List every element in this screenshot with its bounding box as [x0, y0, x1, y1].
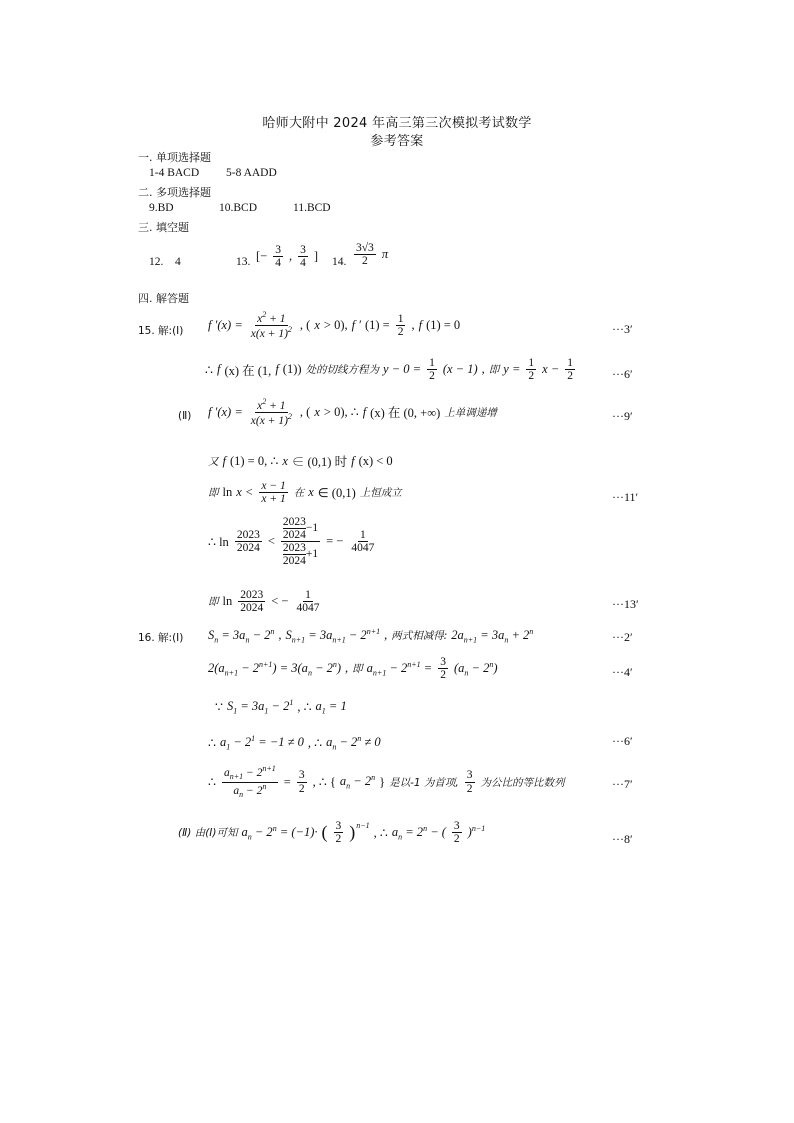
score-16-1: ···2′ [612, 630, 633, 644]
score-15-3: ···9′ [612, 409, 633, 423]
q16-sums: $S_n = 3a_n - 2^n$ , $S_{n+1} = 3a_{n+1} - 2^{n+1}$ , 两式相减得: $2a_{n+1} = 3a_n + 2^n$ [208, 627, 534, 645]
score-15-1: ···3′ [612, 322, 633, 336]
score-15-4: ···11′ [612, 490, 639, 504]
score-16-4: ···7′ [612, 777, 633, 791]
score-16-3: ···6′ [612, 734, 633, 748]
q15-ln-inequality: 即 ln x < $\frac{x - 1}{x + 1}$ 在 x ∈ (0,1) 上恒成立 [208, 480, 402, 506]
answer-14-label: 14. [332, 256, 347, 268]
q16-label: 16. 解:(Ⅰ) [138, 632, 184, 644]
q16-geometric: ∴ $\frac{a_{n+1} - 2^{n+1}}{a_n - 2^n}$ = $\frac{3}{2}$ , ∴ { $a_n - 2^n$ } 是以-1 为首项, $\frac{3}{2}$ 为公比的等比数列 [208, 764, 565, 799]
score-15-2: ···6′ [612, 367, 633, 381]
answer-1-4: 1-4 BACD [149, 167, 200, 179]
q15-in-label: 在 [293, 487, 305, 500]
section-solution-heading: 四. 解答题 [138, 292, 189, 305]
q16-ratio-text: 为公比的等比数列 [480, 776, 565, 789]
answer-13-label: 13. [236, 256, 251, 268]
q16-initial: ∵ $S_1 = 3a_1 - 2^1$ , ∴ $a_1 = 1$ [215, 698, 347, 716]
q15-tangent-text: 处的切线方程为 [305, 364, 380, 377]
answer-12-value: 4 [175, 256, 181, 268]
q15-conclusion: 即 ln $\frac{2023}{2024}$ < − $\frac{1}{4047}$ [208, 589, 320, 615]
answer-9: 9.BD [149, 202, 174, 214]
answer-5-8: 5-8 AADD [226, 167, 277, 179]
score-15-5: ···13′ [612, 597, 639, 611]
q15-part2-derivative: f ′(x) = $\frac{x^2 + 1}{x(x + 1)^2}$ , ( x > 0), ∴ f (x) 在 (0, +∞) 上单调递增 [208, 397, 497, 427]
q15-namely-3: 即 [208, 596, 219, 609]
answer-11: 11.BCD [293, 202, 331, 214]
page-title: 哈师大附中 2024 年高三第三次模拟考试数学 [262, 116, 532, 131]
page-subtitle: 参考答案 [370, 134, 424, 149]
q15-tangent-line: ∴ f (x) 在 (1, f (1)) 处的切线方程为 y − 0 = $\frac{1}{2}$ (x − 1) , 即 y = $\frac{1}{2}$ x − $\frac{1}{2}$ [205, 357, 573, 383]
q15-compound-fraction: ∴ ln $\frac{2023}{2024}$ < $\frac{2023}{2024}$ −1 $\frac{2023}{2024}$ +1 = − $\frac{1}{4047}$ [208, 516, 375, 568]
q15-part2-label: (Ⅱ) [178, 410, 192, 422]
q15-label: 15. 解:(Ⅰ) [138, 325, 184, 337]
section-single-choice-heading: 一. 单项选择题 [138, 151, 211, 164]
q15-namely-2: 即 [208, 487, 219, 500]
q16-recurrence: $2(a_{n+1} - 2^{n+1}) = 3(a_n - 2^n)$ , 即 $a_{n+1} - 2^{n+1}$ = $\frac{3}{2}$ $(a_n - 2^n)$ [208, 656, 498, 682]
section-fill-blank-heading: 三. 填空题 [138, 221, 189, 234]
q15-monotone: 上单调递增 [444, 406, 497, 419]
answer-13-interval: [− $\frac{3}{4}$ , $\frac{3}{4}$ ] [256, 244, 319, 270]
q16-subtract: 两式相减得: [391, 630, 448, 643]
section-multi-choice-heading: 二. 多项选择题 [138, 186, 211, 199]
q15-always: 上恒成立 [359, 487, 402, 500]
answer-14-value: $\frac{3√3}{2}$ π [356, 242, 389, 268]
q15-derivative: f ′(x) = $\frac{x^2 + 1}{x(x + 1)^2}$ , ( x > 0), f ′ (1) = $\frac{1}{2}$ , f (1) = 0 [208, 310, 461, 340]
q16-part2: (Ⅱ) 由(Ⅰ)可知 $a_n - 2^n = (-1)\cdot$ ( $\frac{3}{2}$ ) $^{n-1}$ , ∴ $a_n = 2^n$ − ( $\frac{3}{2}$ )$^{n-1}$ [178, 820, 486, 846]
q16-part2-label: (Ⅱ) 由(Ⅰ)可知 [178, 827, 238, 840]
answer-12-label: 12. [149, 256, 164, 268]
answer-10: 10.BCD [219, 202, 258, 214]
q16-nonzero: ∴ $a_1 - 2^1 = -1 \ne 0$ , ∴ $a_n - 2^n \ne 0$ [208, 734, 381, 752]
q16-seq-text: 是以-1 为首项, [389, 776, 459, 789]
q15-again: 又 f (1) = 0, ∴ x ∈ (0,1) 时 f (x) < 0 [208, 453, 393, 469]
q15-again-label: 又 [208, 455, 219, 468]
score-16-5: ···8′ [612, 832, 633, 846]
q16-namely: 即 [352, 663, 363, 676]
q15-namely: 即 [488, 364, 500, 377]
score-16-2: ···4′ [612, 665, 633, 679]
